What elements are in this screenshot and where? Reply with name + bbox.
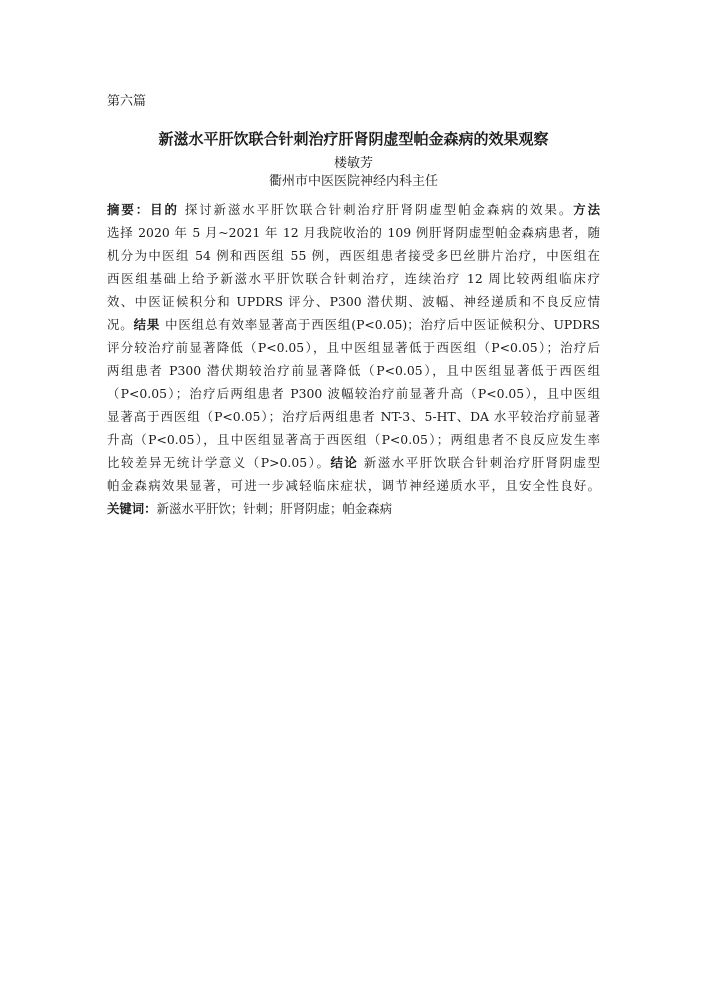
section-heading-conclusion: 结论	[330, 455, 359, 470]
keywords-text: 新滋水平肝饮；针刺；肝肾阴虚；帕金森病	[156, 501, 392, 516]
section-heading-method: 方法	[573, 202, 600, 217]
abstract-line: 升高（P<0.05），且中医组显著高于西医组（P<0.05）；两组患者不良反应发生率	[107, 432, 600, 447]
abstract-text: 况。	[107, 317, 134, 332]
abstract-line: 选择 2020 年 5 月~2021 年 12 月我院收治的 109 例肝肾阴虚型帕金森病患者，随	[107, 225, 600, 240]
chapter-label: 第六篇	[107, 94, 147, 109]
abstract-line: 两组患者 P300 潜伏期较治疗前显著降低（P<0.05），且中医组显著低于西医组	[107, 363, 600, 378]
keywords	[107, 497, 600, 520]
abstract-line: 显著高于西医组（P<0.05）；治疗后两组患者 NT-3、5-HT、DA 水平较治疗前显著	[107, 409, 600, 424]
section-heading-result: 结果	[133, 317, 161, 332]
abstract-line: 帕金森病效果显著，可进一步减轻临床症状，调节神经递质水平，且安全性良好。	[107, 478, 600, 493]
author-name: 楼敏芳	[333, 156, 373, 171]
abstract-line	[107, 451, 600, 474]
article-title: 新滋水平肝饮联合针刺治疗肝肾阴虚型帕金森病的效果观察	[158, 130, 549, 148]
abstract-line: （P<0.05）；治疗后两组患者 P300 波幅较治疗前显著升高（P<0.05），且中医组	[107, 386, 600, 401]
abstract-line	[107, 313, 600, 336]
abstract-label: 摘要：	[107, 202, 151, 217]
abstract-text: 探讨新滋水平肝饮联合针刺治疗肝肾阴虚型帕金森病的效果。	[178, 202, 574, 217]
author-affiliation: 衢州市中医医院神经内科主任	[268, 174, 438, 189]
abstract-line: 机分为中医组 54 例和西医组 55 例，西医组患者接受多巴丝肼片治疗，中医组在	[107, 248, 600, 263]
abstract-line	[107, 198, 600, 221]
abstract-line: 评分较治疗前显著降低（P<0.05），且中医组显著低于西医组（P<0.05）；治疗后	[107, 340, 600, 355]
section-heading-purpose: 目的	[150, 202, 179, 217]
keywords-label: 关键词：	[107, 501, 157, 516]
abstract-line: 效、中医证候积分和 UPDRS 评分、P300 潜伏期、波幅、神经递质和不良反应情	[107, 294, 600, 309]
abstract-text: 中医组总有效率显著高于西医组(P<0.05)；治疗后中医证候积分、UPDRS	[160, 317, 600, 332]
abstract-text: 新滋水平肝饮联合针刺治疗肝肾阴虚型	[358, 455, 600, 470]
abstract	[107, 198, 600, 520]
abstract-line: 西医组基础上给予新滋水平肝饮联合针刺治疗，连续治疗 12 周比较两组临床疗	[107, 271, 600, 286]
abstract-text: 比较差异无统计学意义（P>0.05）。	[107, 455, 331, 470]
